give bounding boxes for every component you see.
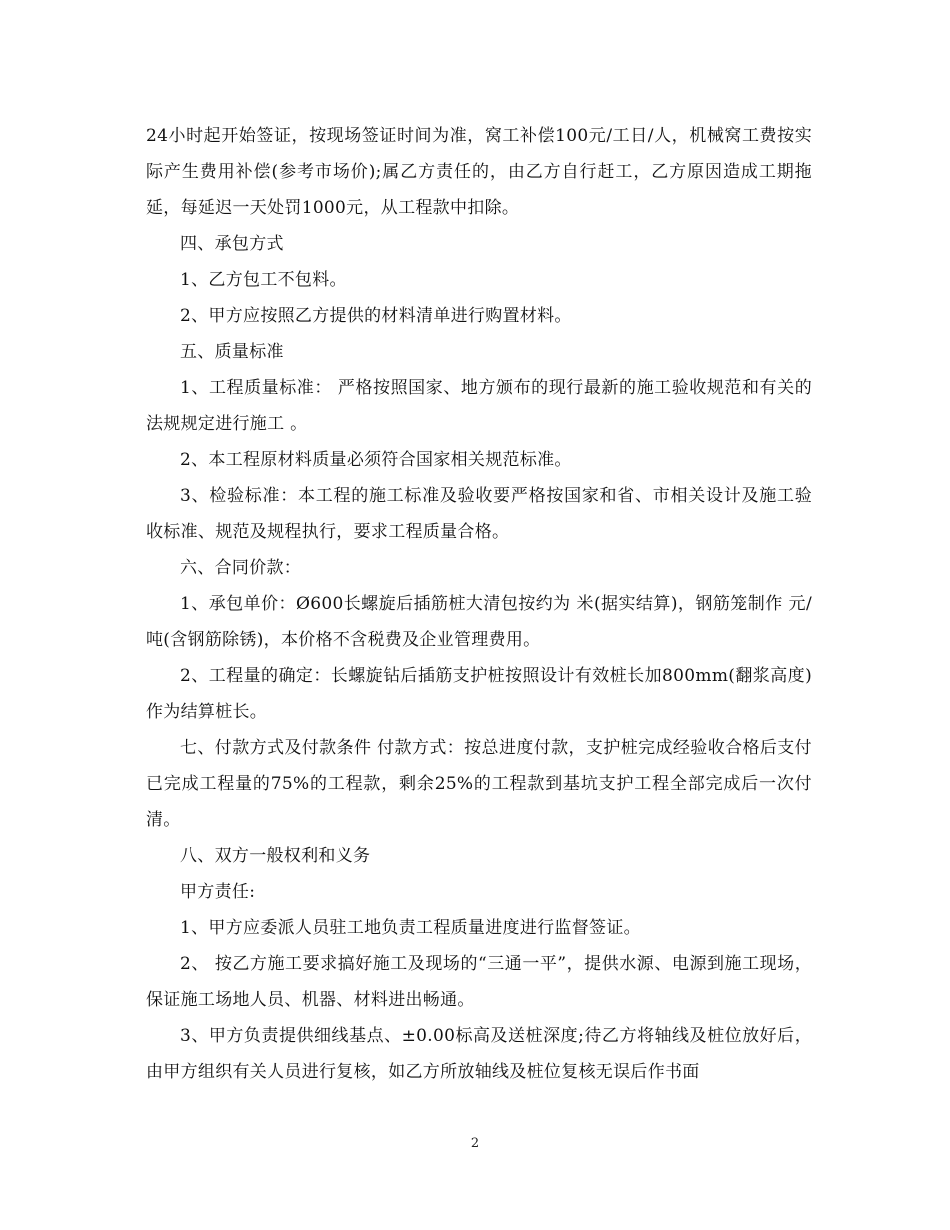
paragraph: 24小时起开始签证，按现场签证时间为准，窝工补偿100元/工日/人，机械窝工费按实际产生费用补偿(参考市场价);属乙方责任的，由乙方自行赶工，乙方原因造成工期拖延，每延迟一天处罚1000元，从工程款中扣除。	[146, 126, 812, 218]
paragraph: 2、本工程原材料质量必须符合国家相关规范标准。	[180, 450, 572, 470]
section-heading-rights-obligations: 八、双方一般权利和义务	[180, 846, 371, 866]
paragraph: 1、乙方包工不包料。	[180, 270, 347, 290]
paragraph: 1、工程质量标准： 严格按照国家、地方颁布的现行最新的施工验收规范和有关的法规规定进行施工 。	[146, 378, 812, 434]
paragraph: 3、检验标准：本工程的施工标准及验收要严格按国家和省、市相关设计及施工验收标准、规范及规程执行，要求工程质量合格。	[146, 486, 812, 542]
section-heading-quality-standard: 五、质量标准	[180, 342, 284, 362]
paragraph: 2、 按乙方施工要求搞好施工及现场的“三通一平”，提供水源、电源到施工现场，保证施工场地人员、机器、材料进出畅通。	[146, 954, 812, 1010]
section-heading-contract-method: 四、承包方式	[180, 234, 284, 254]
paragraph: 1、甲方应委派人员驻工地负责工程质量进度进行监督签证。	[180, 918, 641, 938]
paragraph: 2、甲方应按照乙方提供的材料清单进行购置材料。	[180, 306, 572, 326]
paragraph: 2、工程量的确定：长螺旋钻后插筋支护桩按照设计有效桩长加800mm(翻浆高度)作为结算桩长。	[146, 666, 812, 722]
section-heading-contract-price: 六、合同价款：	[180, 558, 302, 578]
subheading-party-a-duties: 甲方责任:	[180, 882, 256, 902]
document-body	[146, 118, 812, 1090]
section-heading-payment: 七、付款方式及付款条件 付款方式：按总进度付款，支护桩完成经验收合格后支付已完成工程量的75%的工程款，剩余25%的工程款到基坑支护工程全部完成后一次付清。	[146, 738, 812, 830]
page-number: 2	[470, 1136, 480, 1151]
paragraph: 3、甲方负责提供细线基点、±0.00标高及送桩深度;待乙方将轴线及桩位放好后，由甲方组织有关人员进行复核，如乙方所放轴线及桩位复核无误后作书面	[146, 1026, 812, 1082]
paragraph: 1、承包单价：Ø600长螺旋后插筋桩大清包按约为 米(据实结算)，钢筋笼制作 元/吨(含钢筋除锈)，本价格不含税费及企业管理费用。	[146, 594, 812, 650]
